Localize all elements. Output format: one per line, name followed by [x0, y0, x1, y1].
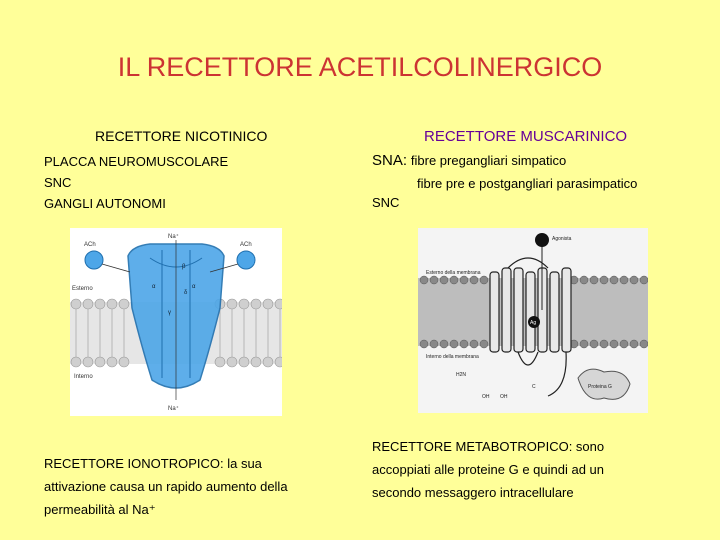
sna-line — [372, 152, 566, 169]
ach-molecule-icon — [237, 251, 255, 269]
g-protein-label: Proteina G — [588, 384, 612, 390]
snc-label: SNC — [372, 195, 400, 210]
location-item: SNC — [44, 175, 72, 190]
sna-value: fibre pregangliari simpatico — [410, 153, 567, 168]
location-item: PLACCA NEUROMUSCOLARE — [44, 154, 229, 169]
caption-line: secondo messaggero intracellulare — [372, 485, 574, 500]
outside-label: Esterno — [72, 286, 93, 292]
subunit-label: α — [192, 284, 196, 290]
caption-line: RECETTORE IONOTROPICO: la sua — [44, 456, 262, 471]
nicotinic-receptor-figure — [70, 228, 282, 416]
subunit-label: β — [182, 264, 186, 270]
agonist-icon — [535, 233, 549, 247]
muscarinic-receptor-figure — [418, 228, 648, 413]
ach-molecule-icon — [85, 251, 103, 269]
c-label: C — [532, 384, 536, 390]
transmembrane-helices — [490, 268, 571, 352]
na-label: Na⁺ — [168, 406, 179, 412]
location-item: GANGLI AUTONOMI — [44, 196, 166, 211]
sna-value-2: fibre pre e postgangliari parasimpatico — [417, 176, 638, 191]
outside-label: Esterno della membrana — [426, 270, 481, 276]
sna-label: SNA: — [372, 152, 408, 169]
muscarinic-heading: RECETTORE MUSCARINICO — [424, 128, 628, 145]
caption-line: RECETTORE METABOTROPICO: sono — [372, 439, 605, 454]
caption-line: accoppiati alle proteine G e quindi ad un — [372, 462, 604, 477]
caption-line: attivazione causa un rapido aumento della — [44, 479, 288, 494]
subunit-label: α — [152, 284, 156, 290]
oh-label: OH — [500, 394, 508, 400]
na-label: Na⁺ — [168, 234, 179, 240]
inside-label: Interno — [74, 374, 93, 380]
ach-label: ACh — [240, 242, 252, 248]
nicotinic-heading: RECETTORE NICOTINICO — [95, 128, 268, 144]
caption-line: permeabilità al Na⁺ — [44, 502, 156, 517]
muscarinic-caption — [372, 435, 672, 504]
subunit-label: γ — [168, 310, 171, 316]
nicotinic-locations — [44, 151, 228, 214]
ag-label: Ag — [530, 320, 537, 326]
subunit-label: δ — [184, 290, 188, 296]
inside-label: Interno della membrana — [426, 354, 479, 360]
h2n-label: H2N — [456, 372, 467, 378]
oh-label: OH — [482, 394, 490, 400]
slide-title: IL RECETTORE ACETILCOLINERGICO — [117, 52, 603, 82]
agonist-label: Agonista — [552, 236, 572, 242]
ach-label: ACh — [84, 242, 96, 248]
nicotinic-caption — [44, 452, 344, 521]
